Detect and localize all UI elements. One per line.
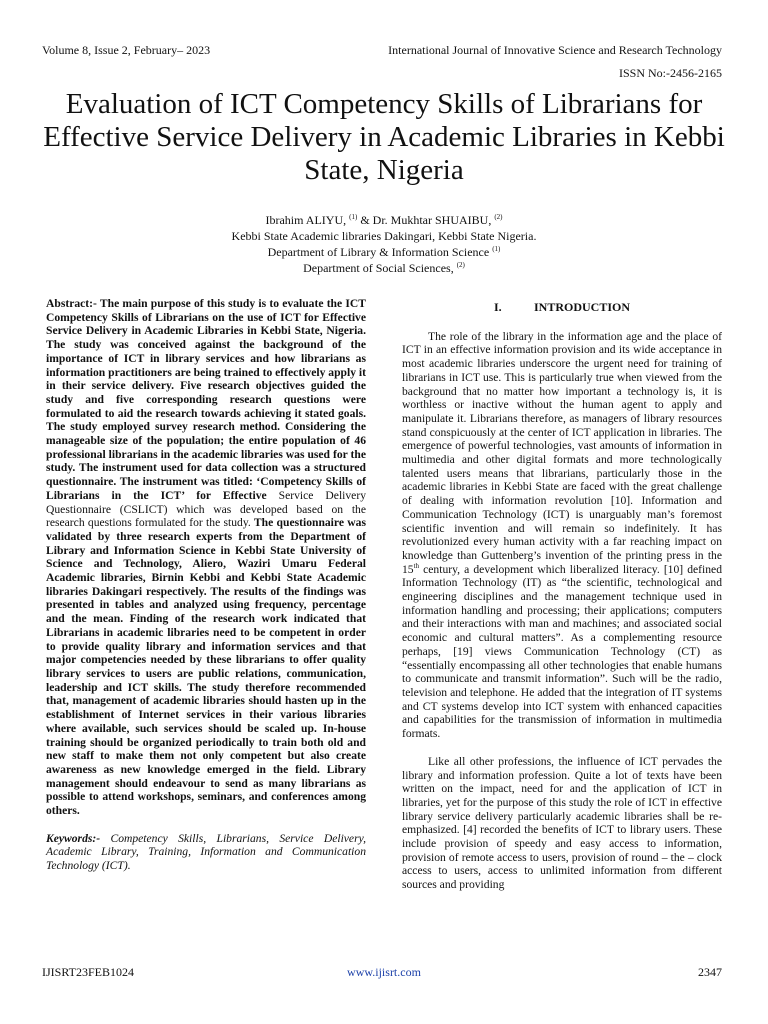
author-1-sup: (1) [349, 213, 358, 221]
author-2: Dr. Mukhtar SHUAIBU, [372, 213, 492, 227]
author-block [100, 212, 668, 276]
header-volume: Volume 8, Issue 2, February– 2023 [42, 43, 211, 57]
abstract-bold-2: The questionnaire was validated by three research experts from the Department of Library and Information Science in Kebbi State University of Science and Technology, Aliero, Waziri Umaru Federal Academic libraries, Birnin Kebbi and Kebbi State Academic libraries Dakingari respectively. The results of the findings was presented in tables and analyzed using frequency, percentage and the mean. Finding of the research work indicated that Librarians in academic libraries need to be competent in order to provide quality library and information services and that major competencies needed by these librarians to offer quality library services to users are public relations, communication, leadership and ICT skills. The study therefore recommended that, management of academic libraries should hasten up in the establishment of Internet services in their various libraries where available, such services should be scaled up. In-house training should be organized periodically to train both old and new staff to make them not only competent but also create awareness as new knowledge emerged in the field. Library management should endeavour to send as many librarians as possible to attend workshops, seminars, and conferences among others. [46, 516, 366, 818]
author-1: Ibrahim ALIYU, [265, 213, 347, 227]
footer-website-link[interactable]: www.ijisrt.com [347, 965, 421, 979]
abstract [46, 297, 366, 818]
footer-paper-id: IJISRT23FEB1024 [42, 965, 134, 979]
section-title: INTRODUCTION [533, 300, 630, 314]
section-heading [402, 301, 722, 315]
author-ampersand: & [360, 213, 370, 227]
footer-page-number: 2347 [698, 965, 722, 979]
affiliation-3-sup: (2) [456, 261, 465, 269]
keywords-label: Keywords:- [46, 831, 101, 845]
author-line [100, 212, 668, 228]
affiliation-3-line [100, 260, 668, 276]
abstract-normal: Service Delivery Questionnaire (CSLICT) which was developed based on the research questions formulated for the study. [46, 488, 366, 530]
keywords [46, 832, 366, 873]
right-column [402, 297, 722, 892]
footer-website-wrap [0, 965, 768, 979]
paper-title: Evaluation of ICT Competency Skills of Librarians for Effective Service Delivery in Academic Libraries in Kebbi State, Nigeria [43, 88, 725, 186]
affiliation-2-sup: (1) [492, 245, 501, 253]
affiliation-3: Department of Social Sciences, [303, 261, 454, 275]
intro-paragraph-2: Like all other professions, the influence of ICT pervades the library and information profession. Quite a lot of texts have been written on the impact, need for and the application of ICT in libraries, yet for the purpose of this study the role of ICT in effective library service delivery particularly academic libraries shall be re-emphasized. [4] recorded the benefits of ICT to library users. These include provision of speedy and easy access to information, provision of remote access to users, provision of round – the – clock access to users, access to unlimited information from different sources and providing [402, 754, 722, 892]
intro-p1-part-b: century, a development which liberalized literacy. [10] defined Information Technology (IT) as “the scientific, technological and engineering disciplines and the management technique used in information handling and processing; their applications; computers and their interactions with man and machines; and associated social economic and cultural matters”. As a complementing resource perhaps, [19] views Communication Technology (CT) as “essentially encompassing all other technologies that enable humans to communicate and transmit information”. Such will be the radio, television and telephone. He added that the integration of IT systems and CT systems develop into ICT system with enhanced capacities and capabilities for the transmission of information in multimedia formats. [402, 562, 722, 741]
affiliation-1: Kebbi State Academic libraries Dakingari, Kebbi State Nigeria. [231, 229, 537, 243]
header-journal: International Journal of Innovative Science and Research Technology [388, 43, 722, 57]
affiliation-2-line [100, 244, 668, 260]
section-number: I. [493, 300, 502, 314]
intro-paragraph-1 [402, 330, 722, 741]
affiliation-2: Department of Library & Information Science [267, 245, 490, 259]
left-column [46, 297, 366, 873]
header-issn: ISSN No:-2456-2165 [618, 66, 722, 80]
abstract-bold-1: Abstract:- The main purpose of this study is to evaluate the ICT Competency Skills of Librarians on the use of ICT for Effective Service Delivery in Academic Libraries in Kebbi State, Nigeria. The study was conceived against the background of the importance of ICT in library services and how librarians as information practitioners are being trained to effectively apply it in their service delivery. Five research objectives guided the study and five corresponding research questions were formulated to aid the research towards achieving it stated goals. The study employed survey research method. Considering the manageable size of the population; the entire population of 46 professional librarians in the academic libraries was used for the study. The instrument used for data collection was a structured questionnaire. The instrument was titled: ‘Competency Skills of Librarians in the ICT’ for Effective [46, 297, 366, 502]
keywords-text: Competency Skills, Librarians, Service Delivery, Academic Library, Training, Information and Communication Technology (ICT). [46, 831, 366, 873]
intro-p1-sup: th [413, 561, 420, 570]
intro-p1-part-a: The role of the library in the information age and the place of ICT in an effective information provision and its wide acceptance in most academic libraries underscore the urgent need for training of librarians in ICT use. This is particularly true when viewed from the background that no matter how important a technology is, it is worthless or inactive without the human agent to apply and manipulate it. Librarians therefore, as managers of library resources stand conspicuously at the center of ICT application in libraries. The emergence of powerful technologies, vast amounts of information in multimedia and other digital formats and more technologically talented users means that librarians, particularly those in the academic libraries in Kebbi State are faced with the great challenge of dealing with information revolution [10]. Information and Communication Technology (ICT) is unarguably man’s foremost scientific invention and will remain so indefinitely. It has revolutionized every human activity with a far reaching impact on knowledge than Guttenberg’s invention of the printing press in the 15 [402, 329, 722, 576]
author-2-sup: (2) [494, 213, 503, 221]
